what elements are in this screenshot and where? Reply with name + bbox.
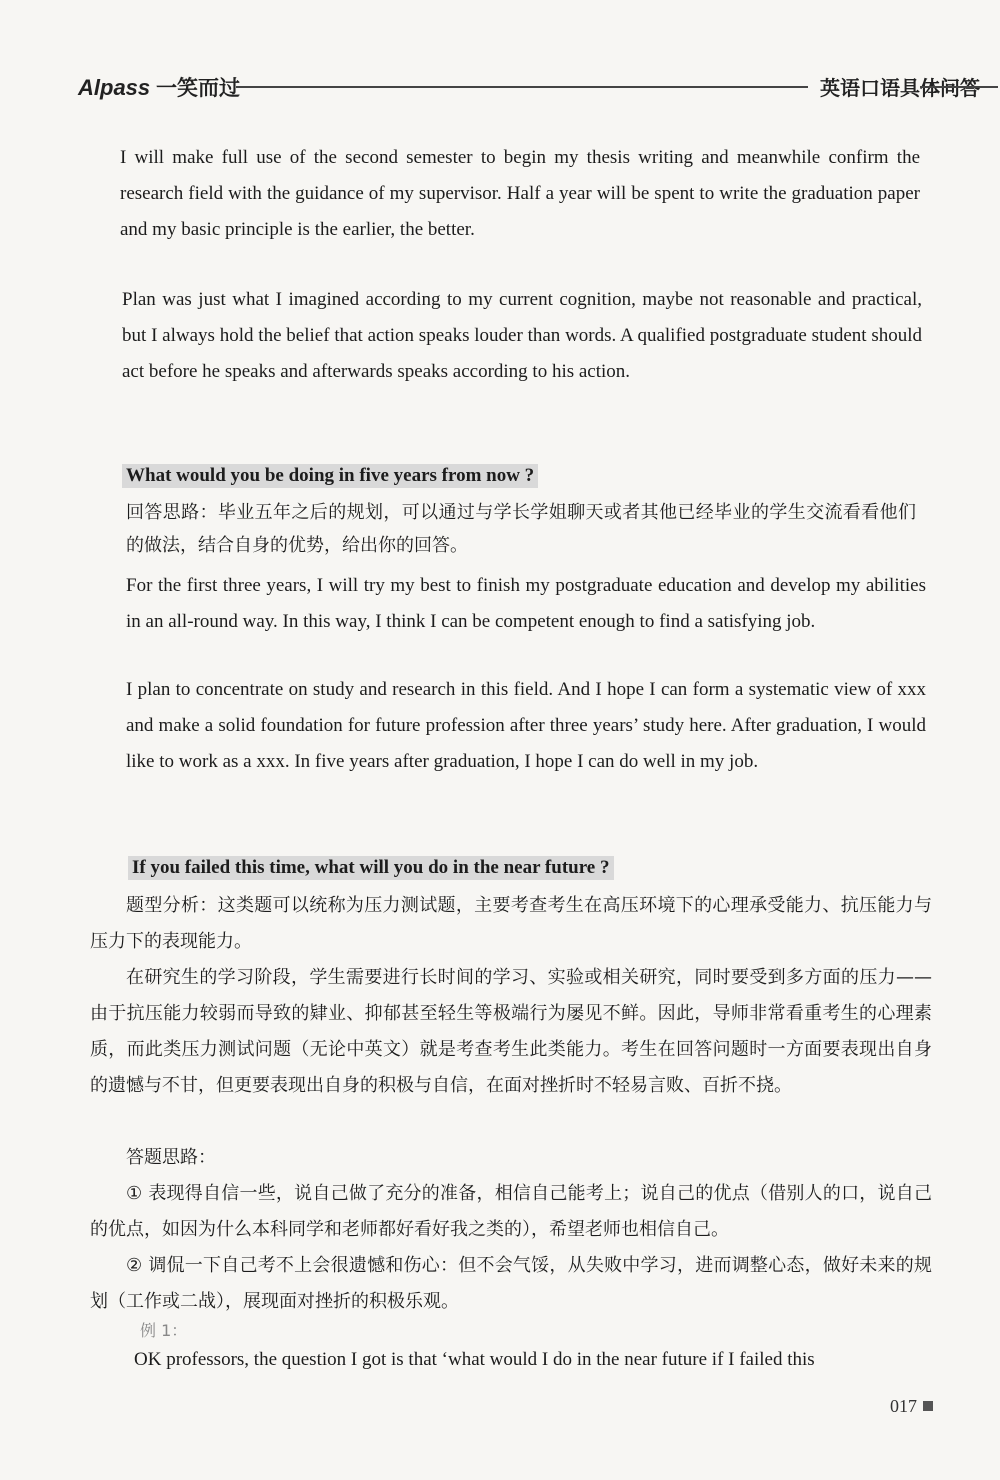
question-heading-five-years: What would you be doing in five years from now ? (122, 464, 538, 488)
header-rule-left (236, 86, 808, 88)
answer-paragraph-2 (126, 672, 926, 780)
background-text: 在研究生的学习阶段，学生需要进行长时间的学习、实验或相关研究，同时要受到多方面的压力——由于抗压能力较弱而导致的肄业、抑郁甚至轻生等极端行为屡见不鲜。因此，导师非常看重考生的心理素质，而此类压力测试问题（无论中英文）就是考查考生此类能力。考生在回答问题时一方面要表现出自身的遗憾与不甘，但更要表现出自身的积极与自信，在面对挫折时不轻易言败、百折不挠。 (90, 967, 932, 1096)
example-paragraph (134, 1342, 934, 1378)
approach-point-2: ② 调侃一下自己考不上会很遗憾和伤心：但不会气馁，从失败中学习，进而调整心态，做好未来的规划（工作或二战），展现面对挫折的积极乐观。 (90, 1255, 932, 1312)
brand-logo-text: Alpass (78, 75, 151, 100)
brand-logo (78, 72, 240, 102)
question-analysis (90, 888, 932, 960)
question-heading-failed: If you failed this time, what will you do in the near future ? (128, 856, 614, 880)
question-background (90, 960, 932, 1104)
approach-point-1: ① 表现得自信一些，说自己做了充分的准备，相信自己能考上；说自己的优点（借别人的口，说自己的优点，如因为什么本科同学和老师都好看好我之类的），希望老师也相信自己。 (90, 1183, 932, 1240)
page-marker-square (923, 1401, 933, 1411)
answer-approach (90, 1140, 932, 1320)
paragraph-thesis-plan (120, 140, 920, 248)
header-rule-right (920, 86, 998, 88)
answer-tip-five-years (126, 496, 916, 562)
page-number (890, 1396, 933, 1417)
page-number-text: 017 (890, 1396, 917, 1416)
example-text: OK professors, the question I got is that ‘what would I do in the near future if I failed this (134, 1349, 815, 1370)
brand-suffix: 一笑而过 (156, 77, 240, 100)
tip-text: 回答思路：毕业五年之后的规划，可以通过与学长学姐聊天或者其他已经毕业的学生交流看看他们的做法，结合自身的优势，给出你的回答。 (126, 502, 916, 556)
paragraph-text: Plan was just what I imagined according to my current cognition, maybe not reasonable and practical, but I always hold the belief that action speaks louder than words. A qualified postgraduate student should act before he speaks and afterwards speaks according to his action. (122, 289, 922, 382)
answer-text: For the first three years, I will try my best to finish my postgraduate education and develop my abilities in an all-round way. In this way, I think I can be competent enough to find a satisfying job. (126, 575, 926, 632)
paragraph-text: I will make full use of the second semester to begin my thesis writing and meanwhile confirm the research field with the guidance of my supervisor. Half a year will be spent to write the graduation paper and my basic principle is the earlier, the better. (120, 147, 920, 240)
approach-label: 答题思路： (126, 1147, 216, 1168)
chapter-title: 英语口语具体问答 (820, 76, 980, 100)
answer-text: I plan to concentrate on study and research in this field. And I hope I can form a systematic view of xxx and make a solid foundation for future profession after three years’ study here. After graduation, I would like to work as a xxx. In five years after graduation, I hope I can do well in my job. (126, 679, 926, 772)
example-label: 例 1： (140, 1321, 188, 1340)
answer-paragraph-1 (126, 568, 926, 640)
page-header (78, 72, 998, 106)
analysis-text: 题型分析：这类题可以统称为压力测试题，主要考查考生在高压环境下的心理承受能力、抗压能力与压力下的表现能力。 (90, 895, 932, 952)
paragraph-action-belief (122, 282, 922, 390)
